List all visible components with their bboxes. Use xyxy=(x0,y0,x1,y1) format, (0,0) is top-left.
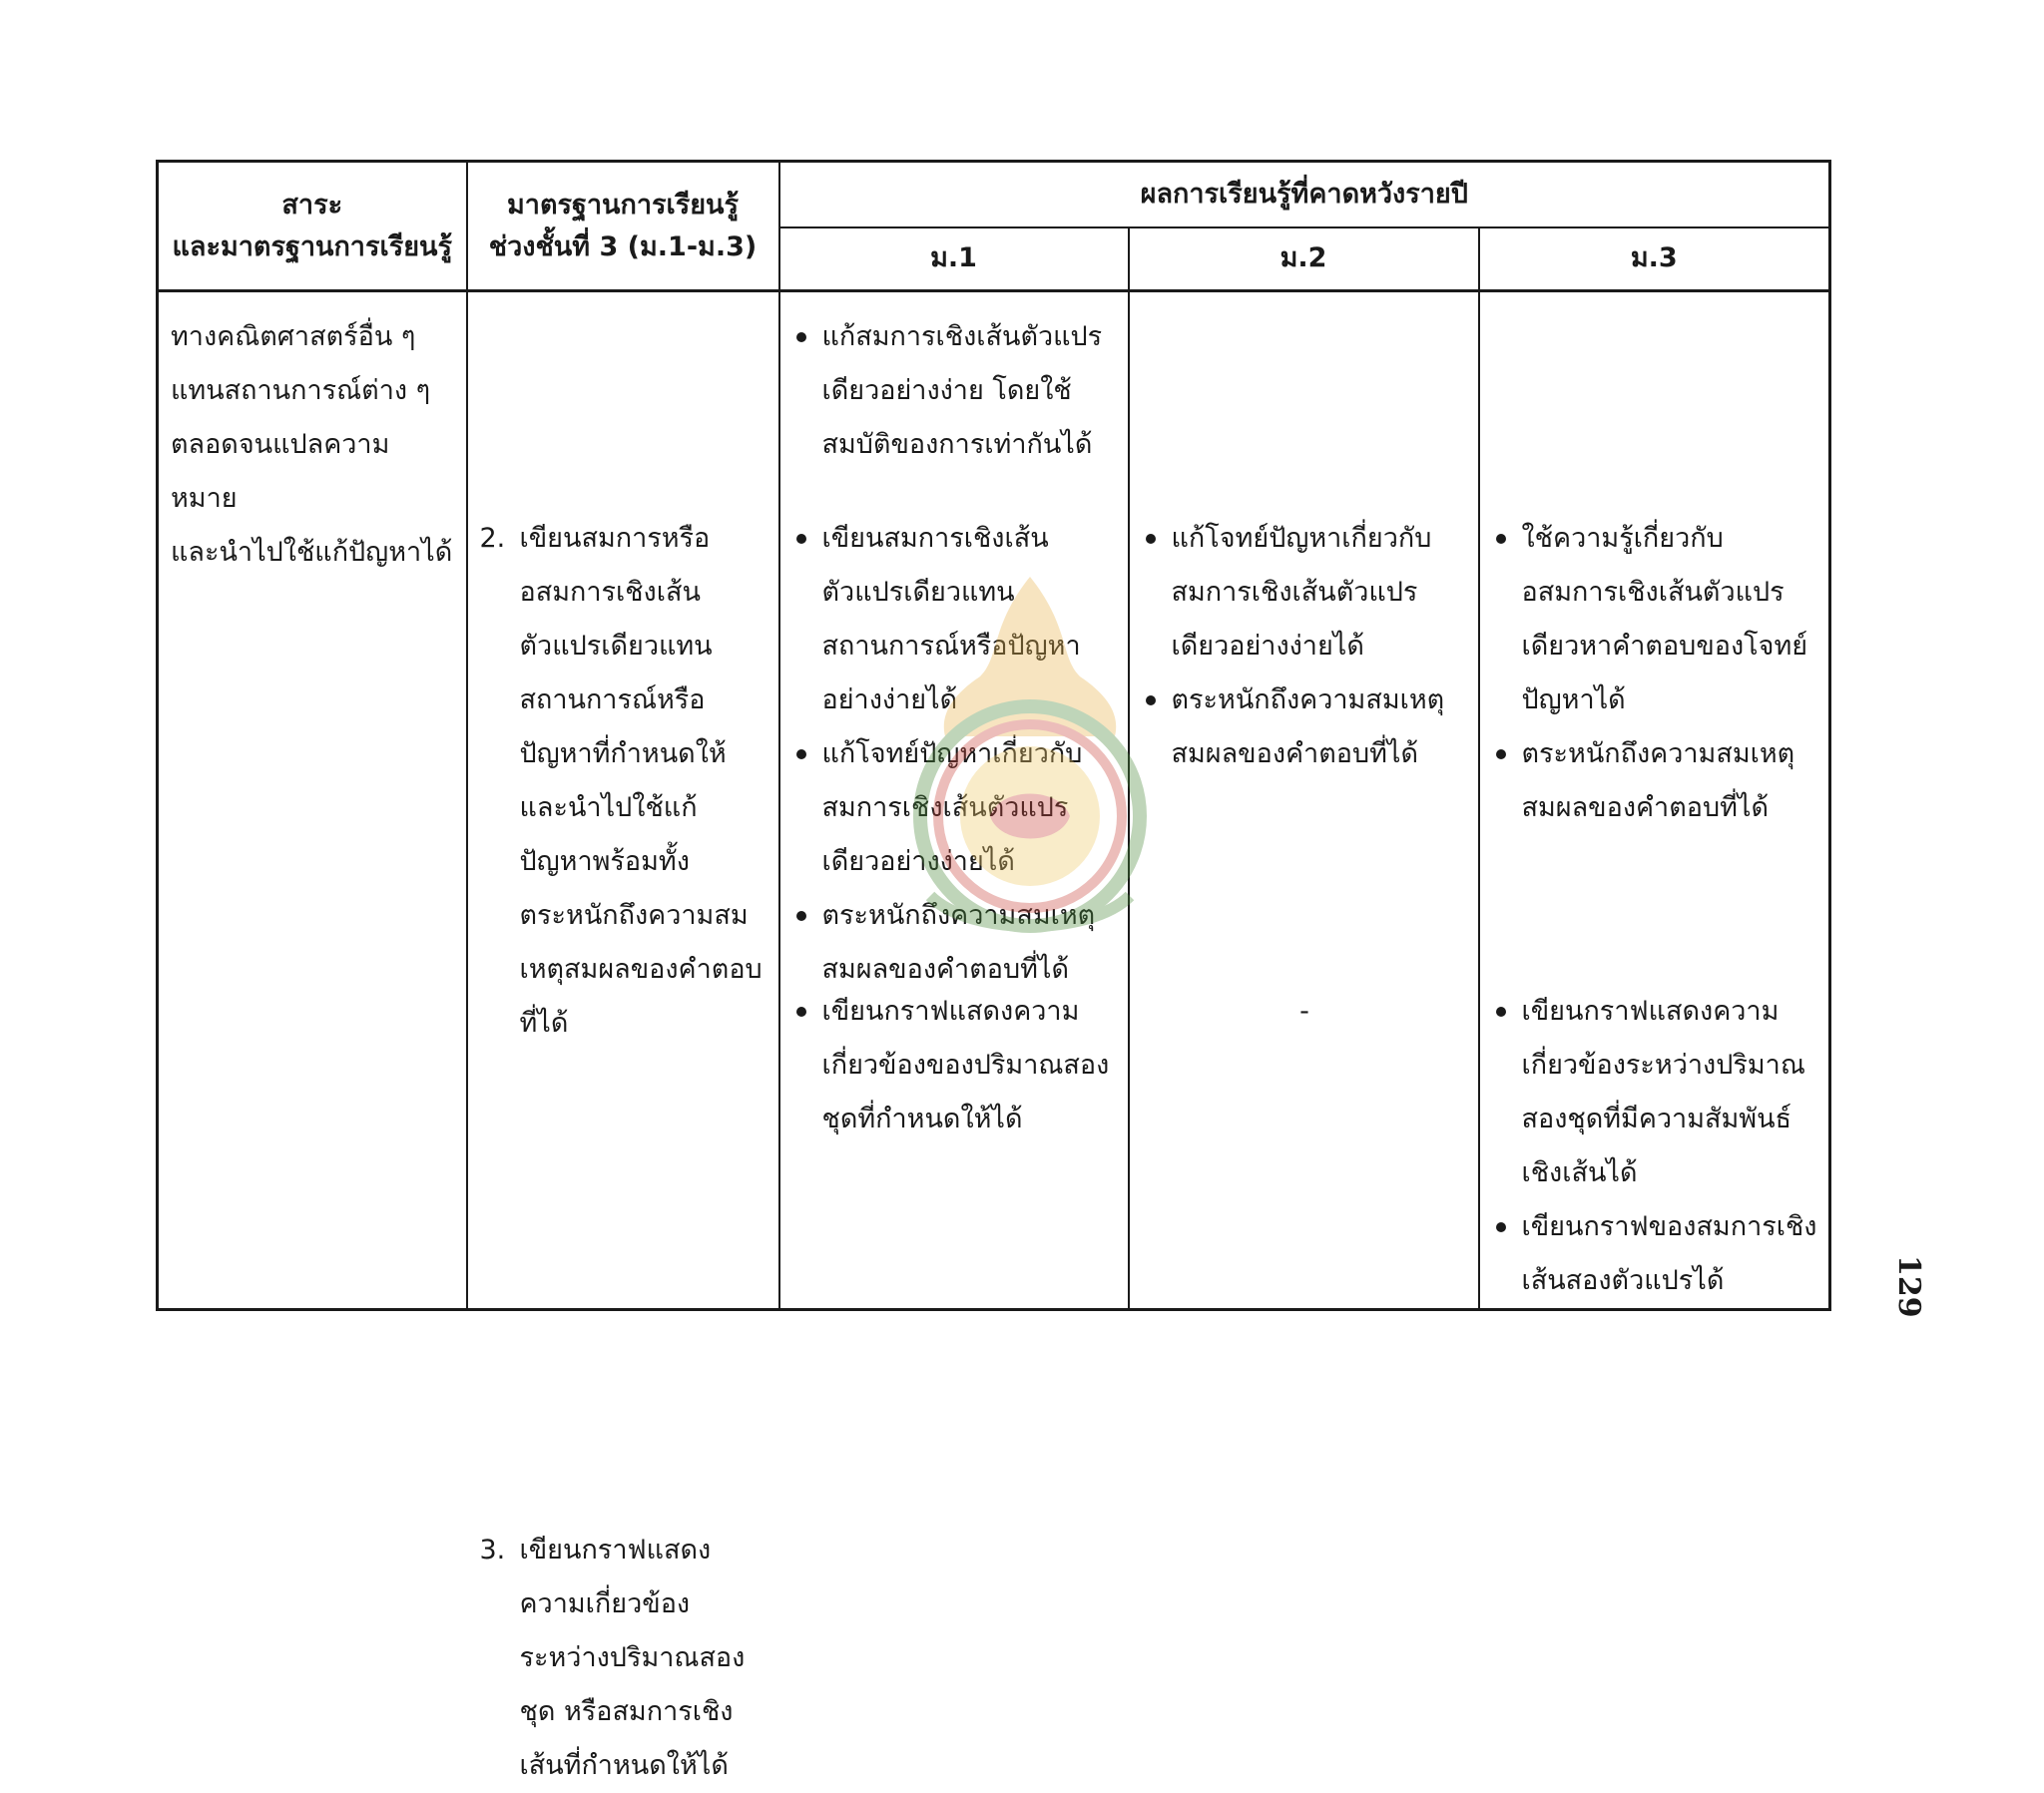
header-expected-outcomes: ผลการเรียนรู้ที่คาดหวังรายปี xyxy=(779,162,1830,227)
grade-m3-cell xyxy=(1479,291,1830,1310)
standard-number: 3. xyxy=(479,1535,506,1566)
standard-text: เขียนกราฟแสดงความเกี่ยวข้องระหว่างปริมาณสองชุด หรือสมการเชิงเส้นที่กำหนดให้ได้ xyxy=(519,1535,746,1781)
list-item: ตระหนักถึงความสมเหตุสมผลของคำตอบที่ได้ xyxy=(792,889,1118,997)
header-grade-m2: ม.2 xyxy=(1129,227,1479,291)
curriculum-table xyxy=(156,160,1831,1781)
list-item: เขียนกราฟของสมการเชิงเส้นสองตัวแปรได้ xyxy=(1492,1200,1819,1308)
strand-line: ทางคณิตศาสตร์อื่น ๆ xyxy=(171,321,416,352)
standard-item-2 xyxy=(480,512,768,1051)
m1-outcomes-row2 xyxy=(792,512,1118,997)
header-strand xyxy=(158,162,467,291)
strand-cell xyxy=(158,291,467,1310)
header-grade-m1: ม.1 xyxy=(779,227,1129,291)
list-item: แก้โจทย์ปัญหาเกี่ยวกับสมการเชิงเส้นตัวแปรเดียวอย่างง่ายได้ xyxy=(792,727,1118,889)
strand-line: และนำไปใช้แก้ปัญหาได้ xyxy=(171,537,453,568)
header-strand-line2: และมาตรฐานการเรียนรู้ xyxy=(172,230,452,262)
m2-outcomes-row2 xyxy=(1142,512,1468,781)
standard-item-3 xyxy=(480,1524,768,1793)
standard-text: เขียนสมการหรืออสมการเชิงเส้นตัวแปรเดียวแทนสถานการณ์หรือปัญหาที่กำหนดให้และนำไปใช้แก้ปัญหาพร้อมทั้งตระหนักถึงความสมเหตุสมผลของคำตอบที่ได้ xyxy=(519,523,763,1039)
m3-outcomes-row2 xyxy=(1492,512,1819,835)
strand-line: แทนสถานการณ์ต่าง ๆ xyxy=(171,375,431,406)
list-item: เขียนกราฟแสดงความเกี่ยวข้องระหว่างปริมาณสองชุดที่มีความสัมพันธ์เชิงเส้นได้ xyxy=(1492,985,1819,1200)
list-item: เขียนกราฟแสดงความเกี่ยวข้องของปริมาณสองชุดที่กำหนดให้ได้ xyxy=(792,985,1118,1146)
list-item: แก้โจทย์ปัญหาเกี่ยวกับสมการเชิงเส้นตัวแปรเดียวอย่างง่ายได้ xyxy=(1142,512,1468,673)
page-number: 129 xyxy=(1891,1255,1926,1318)
header-grade-m3: ม.3 xyxy=(1479,227,1830,291)
list-item: เขียนสมการเชิงเส้นตัวแปรเดียวแทนสถานการณ์หรือปัญหาอย่างง่ายได้ xyxy=(792,512,1118,727)
m2-empty-dash: - xyxy=(1299,996,1309,1027)
list-item: ใช้ความรู้เกี่ยวกับอสมการเชิงเส้นตัวแปรเดียวหาคำตอบของโจทย์ปัญหาได้ xyxy=(1492,512,1819,727)
table-body-row xyxy=(158,291,1830,1310)
m1-outcomes-row3 xyxy=(792,985,1118,1146)
m3-outcomes-row3 xyxy=(1492,985,1819,1308)
m1-outcomes-row1 xyxy=(792,310,1118,472)
grade-m2-cell xyxy=(1129,291,1479,1310)
standard-number: 2. xyxy=(479,523,506,554)
header-standard-line2: ช่วงชั้นที่ 3 (ม.1-ม.3) xyxy=(488,230,758,262)
standard-cell xyxy=(467,291,779,1781)
list-item: แก้สมการเชิงเส้นตัวแปรเดียวอย่างง่าย โดยใช้สมบัติของการเท่ากันได้ xyxy=(792,310,1118,472)
header-standard xyxy=(467,162,779,291)
strand-line: ตลอดจนแปลความหมาย xyxy=(171,429,390,514)
grade-m1-cell xyxy=(779,291,1129,1310)
header-standard-line1: มาตรฐานการเรียนรู้ xyxy=(506,189,740,221)
list-item: ตระหนักถึงความสมเหตุสมผลของคำตอบที่ได้ xyxy=(1142,673,1468,781)
table-header xyxy=(158,162,1830,291)
list-item: ตระหนักถึงความสมเหตุสมผลของคำตอบที่ได้ xyxy=(1492,727,1819,835)
header-strand-line1: สาระ xyxy=(281,189,343,221)
